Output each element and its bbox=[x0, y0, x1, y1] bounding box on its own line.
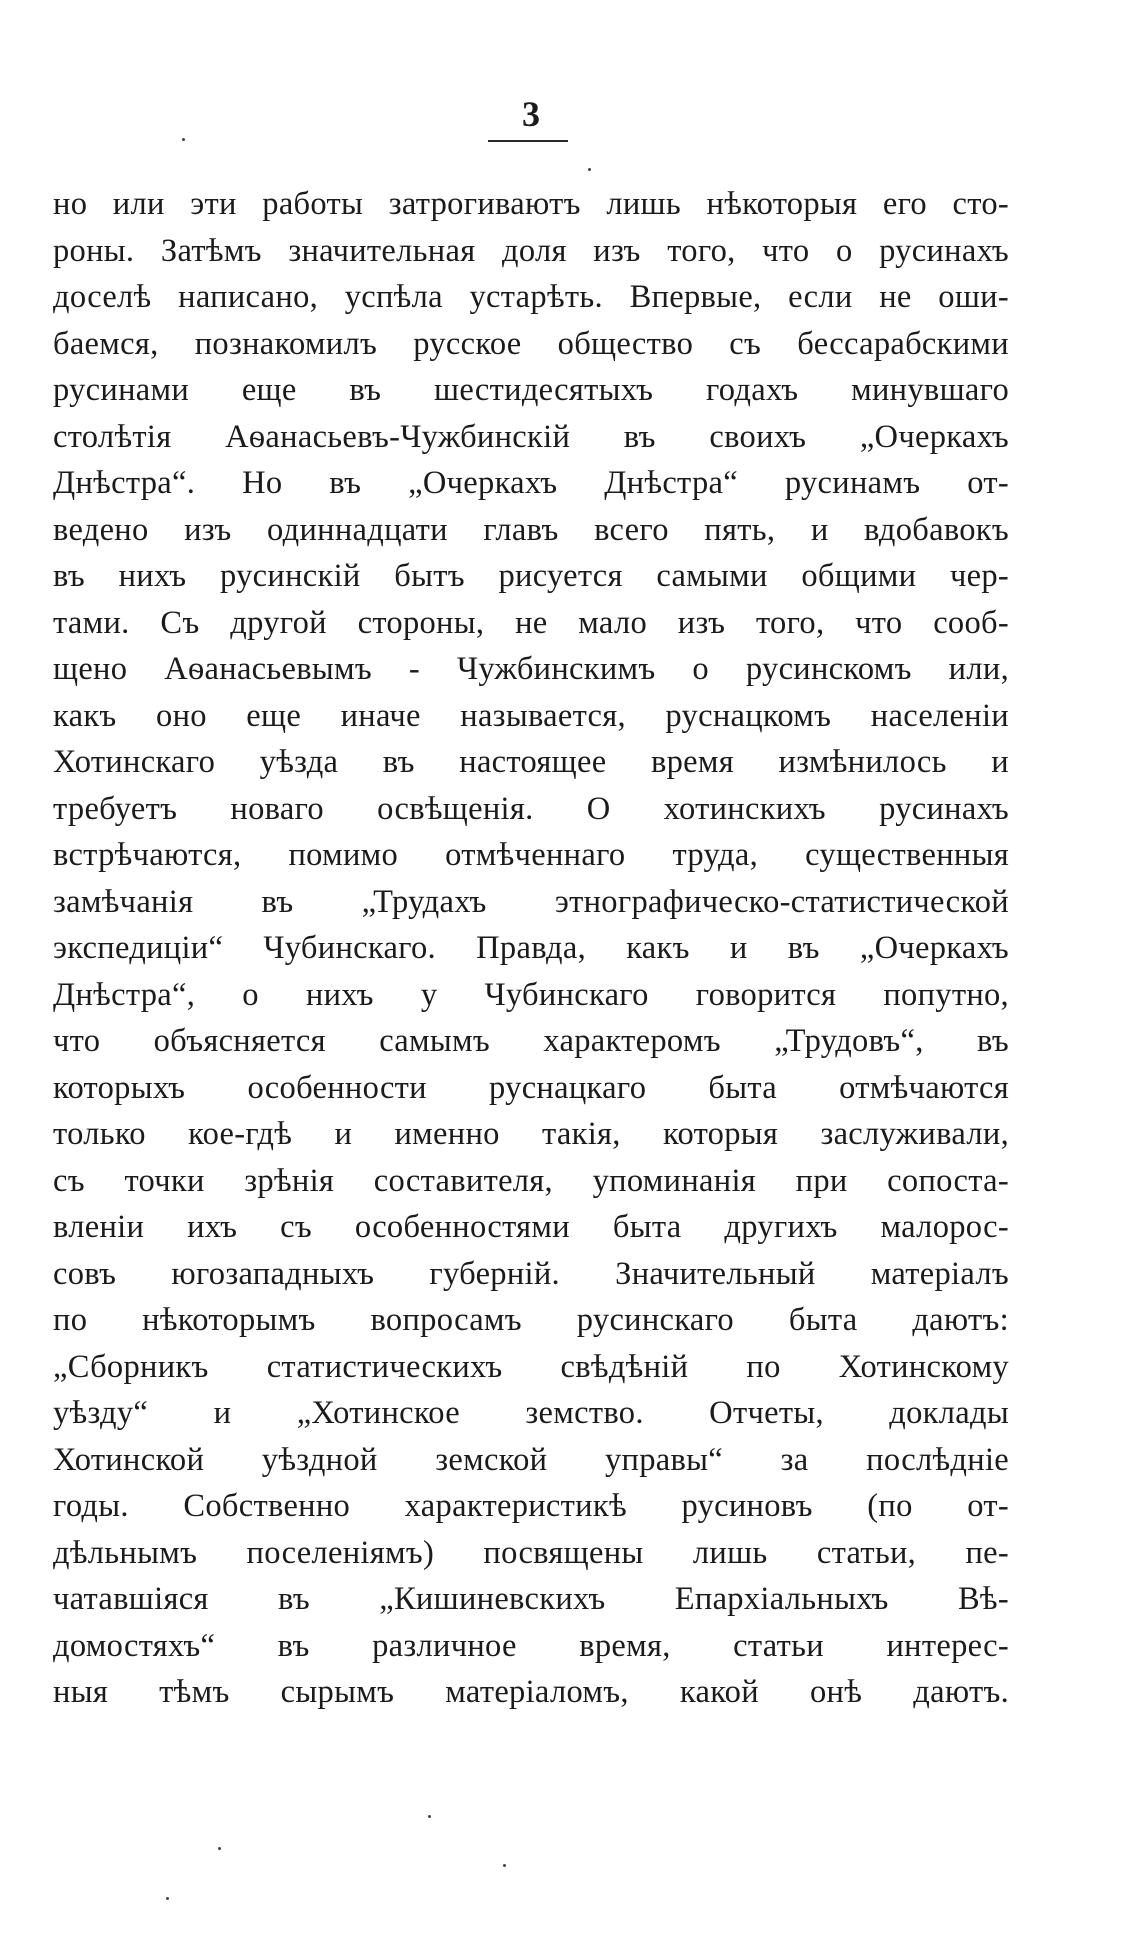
text-line: уѣзду“ и „Хотинское земство. Отчеты, доклады bbox=[53, 1395, 1009, 1431]
text-line: Днѣстра“. Но въ „Очеркахъ Днѣстра“ русинамъ от- bbox=[53, 465, 1009, 501]
text-line: домостяхъ“ въ различное время, статьи интерес- bbox=[53, 1627, 1009, 1664]
text-line: съ точки зрѣнія составителя, упоминанія при сопоста- bbox=[53, 1162, 1009, 1199]
text-line: дѣльнымъ поселеніямъ) посвящены лишь статьи, пе- bbox=[53, 1534, 1009, 1571]
body-text bbox=[53, 181, 1009, 1716]
text-line: годы. Собственно характеристикѣ русиновъ (по от- bbox=[53, 1488, 1009, 1524]
text-line: экспедиціи“ Чубинскаго. Правда, какъ и въ „Очеркахъ bbox=[53, 930, 1009, 966]
text-line: русинами еще въ шестидесятыхъ годахъ минувшаго bbox=[53, 372, 1009, 408]
scan-speck bbox=[588, 168, 591, 171]
scan-speck bbox=[218, 1847, 221, 1850]
text-line: замѣчанія въ „Трудахъ этнографическо-статистической bbox=[53, 883, 1009, 920]
text-line: чатавшіяся въ „Кишиневскихъ Епархіальныхъ Вѣ- bbox=[53, 1581, 1009, 1617]
text-line: ныя тѣмъ сырымъ матеріаломъ, какой онѣ даютъ. bbox=[53, 1674, 1009, 1710]
text-line: столѣтія Аѳанасьевъ-Чужбинскій въ своихъ „Очеркахъ bbox=[53, 418, 1009, 455]
text-line: роны. Затѣмъ значительная доля изъ того, что о русинахъ bbox=[53, 232, 1009, 269]
text-line: но или эти работы затрогиваютъ лишь нѣкоторыя его сто- bbox=[53, 186, 1009, 222]
text-line: только кое-гдѣ и именно такія, которыя заслуживали, bbox=[53, 1116, 1009, 1152]
page-number-rule bbox=[488, 140, 568, 142]
text-line: щено Аѳанасьевымъ - Чужбинскимъ о русинскомъ или, bbox=[53, 651, 1009, 687]
text-line: по нѣкоторымъ вопросамъ русинскаго быта даютъ: bbox=[53, 1302, 1009, 1338]
text-line: Днѣстра“, о нихъ у Чубинскаго говорится попутно, bbox=[53, 976, 1009, 1013]
text-line: требуетъ новаго освѣщенія. О хотинскихъ русинахъ bbox=[53, 790, 1009, 827]
text-line: которыхъ особенности руснацкаго быта отмѣчаются bbox=[53, 1069, 1009, 1106]
scan-speck bbox=[166, 1897, 169, 1900]
scan-speck bbox=[182, 138, 185, 141]
text-line: Хотинскаго уѣзда въ настоящее время измѣнилось и bbox=[53, 744, 1009, 780]
text-line: баемся, познакомилъ русское общество съ бессарабскими bbox=[53, 325, 1009, 362]
text-line: Хотинской уѣздной земской управы“ за послѣдніе bbox=[53, 1441, 1009, 1478]
scan-speck bbox=[428, 1815, 431, 1818]
text-line: встрѣчаются, помимо отмѣченнаго труда, существенныя bbox=[53, 837, 1009, 873]
text-line: вленіи ихъ съ особенностями быта другихъ малорос- bbox=[53, 1209, 1009, 1245]
text-line: что объясняется самымъ характеромъ „Трудовъ“, въ bbox=[53, 1023, 1009, 1059]
text-line: въ нихъ русинскій бытъ рисуется самыми общими чер- bbox=[53, 558, 1009, 594]
text-line: совъ югозападныхъ губерній. Значительный матеріалъ bbox=[53, 1255, 1009, 1292]
text-line: доселѣ написано, успѣла устарѣть. Впервые, если не оши- bbox=[53, 279, 1009, 315]
text-line: какъ оно еще иначе называется, руснацкомъ населеніи bbox=[53, 697, 1009, 734]
scan-speck bbox=[503, 1864, 506, 1867]
text-line: ведено изъ одиннадцати главъ всего пять, и вдобавокъ bbox=[53, 511, 1009, 548]
page-number: 3 bbox=[522, 94, 540, 134]
text-line: „Сборникъ статистическихъ свѣдѣній по Хотинскому bbox=[53, 1348, 1009, 1385]
text-line: тами. Съ другой стороны, не мало изъ того, что сооб- bbox=[53, 604, 1009, 641]
